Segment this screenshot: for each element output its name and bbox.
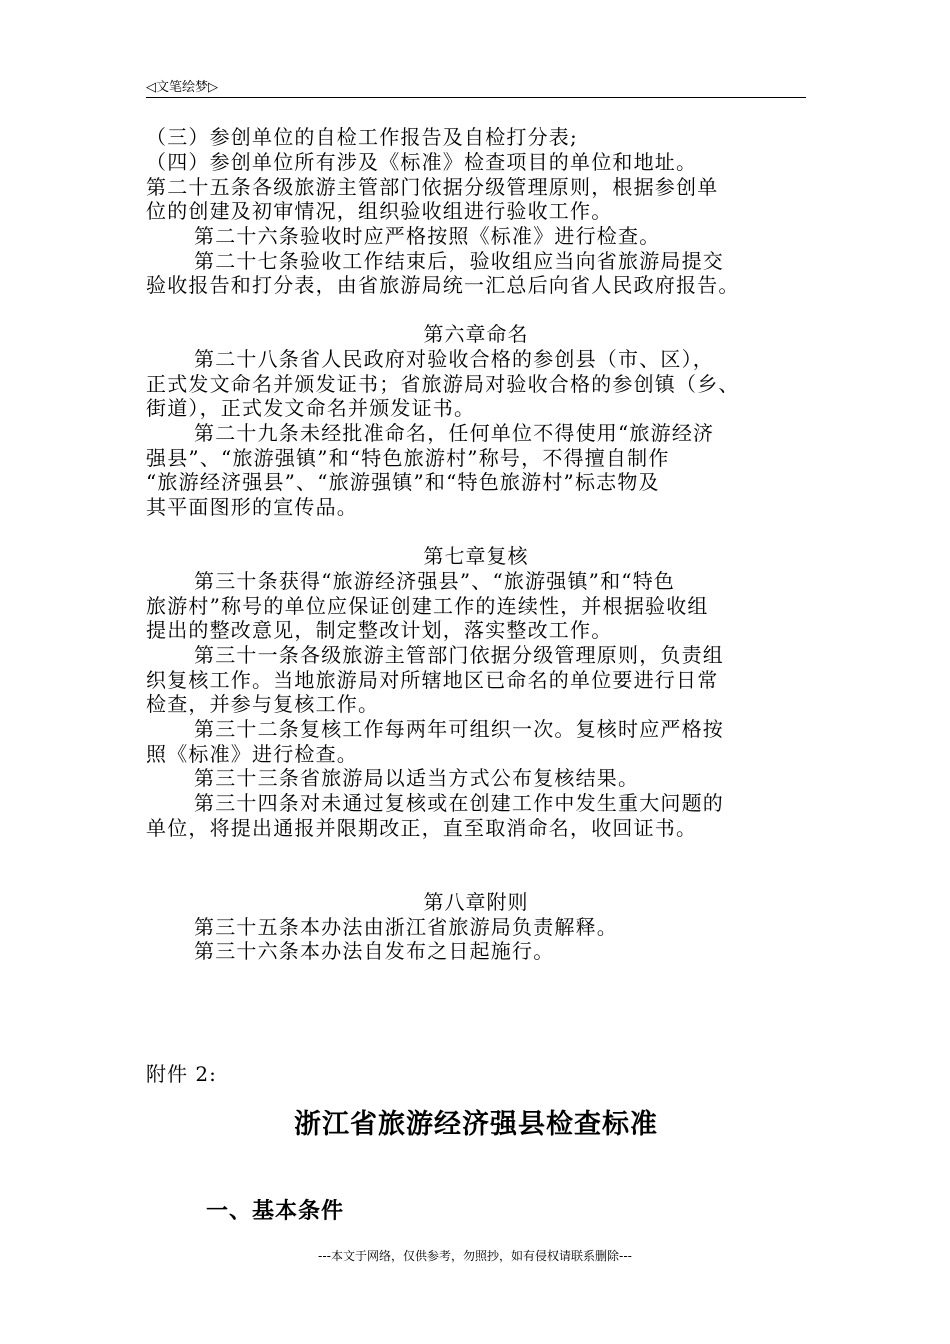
- chapter-heading: 第八章附则: [423, 890, 529, 914]
- text-line: 单位，将提出通报并限期改正，直至取消命名，收回证书。: [146, 816, 698, 840]
- text-line: 位的创建及初审情况，组织验收组进行验收工作。: [146, 199, 613, 223]
- text-line: 第二十七条验收工作结束后，验收组应当向省旅游局提交: [194, 249, 724, 273]
- text-line: 第三十二条复核工作每两年可组织一次。复核时应严格按: [194, 717, 724, 741]
- text-line: 第二十五条各级旅游主管部门依据分级管理原则，根据参创单: [146, 175, 719, 199]
- text-line: 检查，并参与复核工作。: [146, 692, 380, 716]
- text-line: 第二十八条省人民政府对验收合格的参创县（市、区），: [194, 347, 714, 371]
- text-line: 第二十九条未经批准命名，任何单位不得使用“旅游经济: [194, 421, 715, 445]
- text-line: 正式发文命名并颁发证书；省旅游局对验收合格的参创镇（乡、: [146, 372, 740, 396]
- text-line: 验收报告和打分表，由省旅游局统一汇总后向省人民政府报告。: [146, 273, 740, 297]
- text-line: 提出的整改意见，制定整改计划，落实整改工作。: [146, 618, 613, 642]
- text-line: （三）参创单位的自检工作报告及自检打分表;: [146, 125, 578, 149]
- text-line: 街道），正式发文命名并颁发证书。: [146, 396, 476, 420]
- text-line: 第三十六条本办法自发布之日起施行。: [194, 939, 555, 963]
- page-footer: ---本文于网络，仅供参考，勿照抄，如有侵权请联系删除---: [318, 1249, 632, 1263]
- text-line: 照《标准》进行检查。: [146, 742, 358, 766]
- standard-title: 浙江省旅游经济强县检查标准: [294, 1109, 658, 1140]
- text-line: 第三十一条各级旅游主管部门依据分级管理原则，负责组: [194, 643, 724, 667]
- text-line: 其平面图形的宣传品。: [146, 495, 358, 519]
- text-line: 强县”、“旅游强镇”和“特色旅游村”称号，不得擅自制作: [146, 446, 670, 470]
- page-header: ◁文笔绘梦▷: [146, 80, 218, 95]
- chapter-heading: 第六章命名: [423, 322, 529, 346]
- text-line: （四）参创单位所有涉及《标准》检查项目的单位和地址。: [146, 150, 698, 174]
- text-line: “旅游经济强县”、“旅游强镇”和“特色旅游村”标志物及: [146, 470, 660, 494]
- text-line: 第三十三条省旅游局以适当方式公布复核结果。: [194, 766, 640, 790]
- text-line: 第三十条获得“旅游经济强县”、“旅游强镇”和“特色: [194, 569, 676, 593]
- text-line: 第三十四条对未通过复核或在创建工作中发生重大问题的: [194, 791, 724, 815]
- text-line: 第二十六条验收时应严格按照《标准》进行检查。: [194, 224, 661, 248]
- annex-label: 附件 2:: [146, 1062, 217, 1086]
- text-line: 旅游村”称号的单位应保证创建工作的连续性，并根据验收组: [146, 594, 709, 618]
- text-line: 第三十五条本办法由浙江省旅游局负责解释。: [194, 915, 618, 939]
- header-divider: [146, 97, 806, 98]
- text-line: 织复核工作。当地旅游局对所辖地区已命名的单位要进行日常: [146, 668, 719, 692]
- section-heading: 一、基本条件: [206, 1199, 345, 1224]
- chapter-heading: 第七章复核: [423, 544, 529, 568]
